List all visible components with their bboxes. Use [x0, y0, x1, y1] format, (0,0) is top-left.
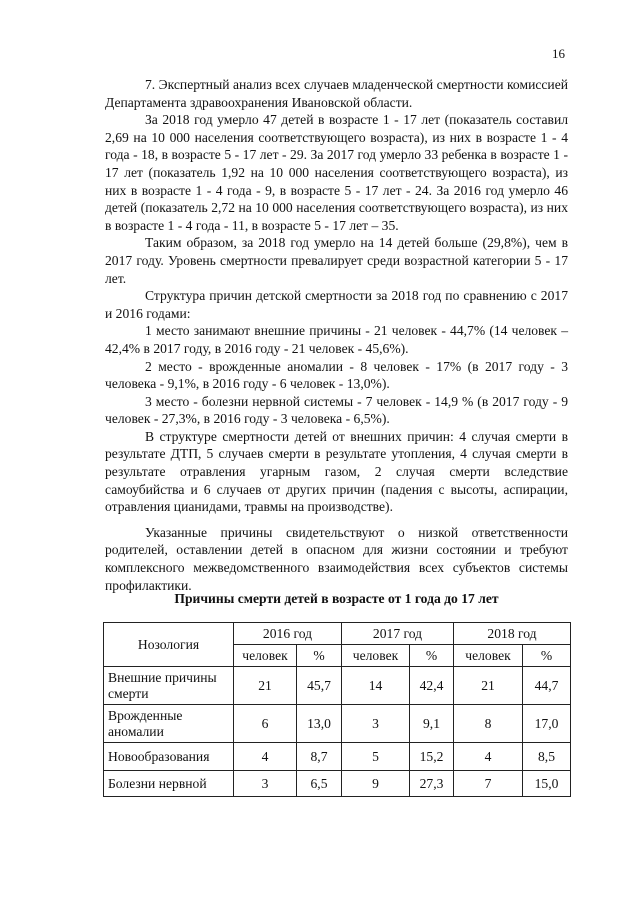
paragraph: Таким образом, за 2018 год умерло на 14 детей больше (29,8%), чем в 2017 году. Уровень смертности превалирует среди возрастной категории 5 - 17 лет.	[105, 235, 568, 286]
header-year: 2018 год	[454, 623, 571, 645]
cell: 9,1	[410, 705, 454, 743]
table-title: Причины смерти детей в возрасте от 1 года до 17 лет	[174, 591, 499, 606]
row-name: Внешние причины смерти	[104, 667, 234, 705]
row-name: Болезни нервной	[104, 771, 234, 797]
row-name: Новообразования	[104, 743, 234, 771]
cell: 17,0	[523, 705, 571, 743]
header-nosology: Нозология	[104, 623, 234, 667]
paragraph: 7. Экспертный анализ всех случаев младенческой смертности комиссией Департамента здравоохранения Ивановской области.	[105, 77, 568, 110]
header-percent: %	[410, 645, 454, 667]
header-year: 2017 год	[342, 623, 454, 645]
cell: 8,7	[297, 743, 342, 771]
cell: 8	[454, 705, 523, 743]
header-percent: %	[297, 645, 342, 667]
cell: 15,2	[410, 743, 454, 771]
cell: 3	[234, 771, 297, 797]
cell: 42,4	[410, 667, 454, 705]
header-people: человек	[454, 645, 523, 667]
header-percent: %	[523, 645, 571, 667]
cell: 4	[454, 743, 523, 771]
cell: 21	[234, 667, 297, 705]
paragraph: За 2018 год умерло 47 детей в возрасте 1 - 17 лет (показатель составил 2,69 на 10 000 населения соответствующего возраста), из них в возрасте 1 - 4 года - 18, в возрасте 5 - 17 лет - 29. За 2017 год умерло 33 ребенка в возрасте 1 - 17 лет (показатель 1,92 на 10 000 населения соответствующего возраста), из них в возрасте 1 - 4 года - 9, в возрасте 5 - 17 лет - 24. За 2016 год умерло 46 детей (показатель 2,72 на 10 000 населения соответствующего возраста), из них в возрасте 1 - 4 года - 11, в возрасте 5 - 17 лет – 35.	[105, 112, 568, 233]
cell: 9	[342, 771, 410, 797]
cell: 6,5	[297, 771, 342, 797]
cell: 4	[234, 743, 297, 771]
cell: 5	[342, 743, 410, 771]
table-row	[104, 771, 571, 797]
table-row	[104, 743, 571, 771]
cell: 14	[342, 667, 410, 705]
cell: 45,7	[297, 667, 342, 705]
cell: 6	[234, 705, 297, 743]
cell: 27,3	[410, 771, 454, 797]
cell: 3	[342, 705, 410, 743]
causes-table	[103, 622, 571, 797]
page-number: 16	[552, 46, 565, 61]
paragraph: Структура причин детской смертности за 2018 год по сравнению с 2017 и 2016 годами:	[105, 288, 568, 321]
cell: 44,7	[523, 667, 571, 705]
paragraph: В структуре смертности детей от внешних причин: 4 случая смерти в результате ДТП, 5 случаев смерти в результате утопления, 4 случая смерти в результате отравления угарным газом, 2 случая смерти вследствие самоубийства и 6 случаев от других причин (падения с высоты, аспирации, отравления цианидами, травмы на производстве).	[105, 428, 568, 515]
table-row	[104, 705, 571, 743]
cell: 7	[454, 771, 523, 797]
cell: 21	[454, 667, 523, 705]
cell: 13,0	[297, 705, 342, 743]
paragraph: 2 место - врожденные аномалии - 8 человек - 17% (в 2017 году - 3 человека - 9,1%, в 2016 году - 6 человек - 13,0%).	[105, 358, 568, 392]
table-row	[104, 667, 571, 705]
paragraph: 1 место занимают внешние причины - 21 человек - 44,7% (14 человек – 42,4% в 2017 году, в 2016 году - 21 человек - 45,6%).	[105, 323, 568, 356]
paragraph: Указанные причины свидетельствуют о низкой ответственности родителей, оставлении детей в опасном для жизни состоянии и требуют комплексного межведомственного взаимодействия всех субъектов системы профилактики.	[105, 524, 568, 593]
header-year: 2016 год	[234, 623, 342, 645]
row-name: Врожденные аномалии	[104, 705, 234, 743]
header-people: человек	[342, 645, 410, 667]
paragraph: 3 место - болезни нервной системы - 7 человек - 14,9 % (в 2017 году - 9 человек - 27,3%, в 2016 году - 3 человека - 6,5%).	[105, 393, 568, 427]
cell: 15,0	[523, 771, 571, 797]
document-body	[105, 76, 568, 594]
header-people: человек	[234, 645, 297, 667]
cell: 8,5	[523, 743, 571, 771]
